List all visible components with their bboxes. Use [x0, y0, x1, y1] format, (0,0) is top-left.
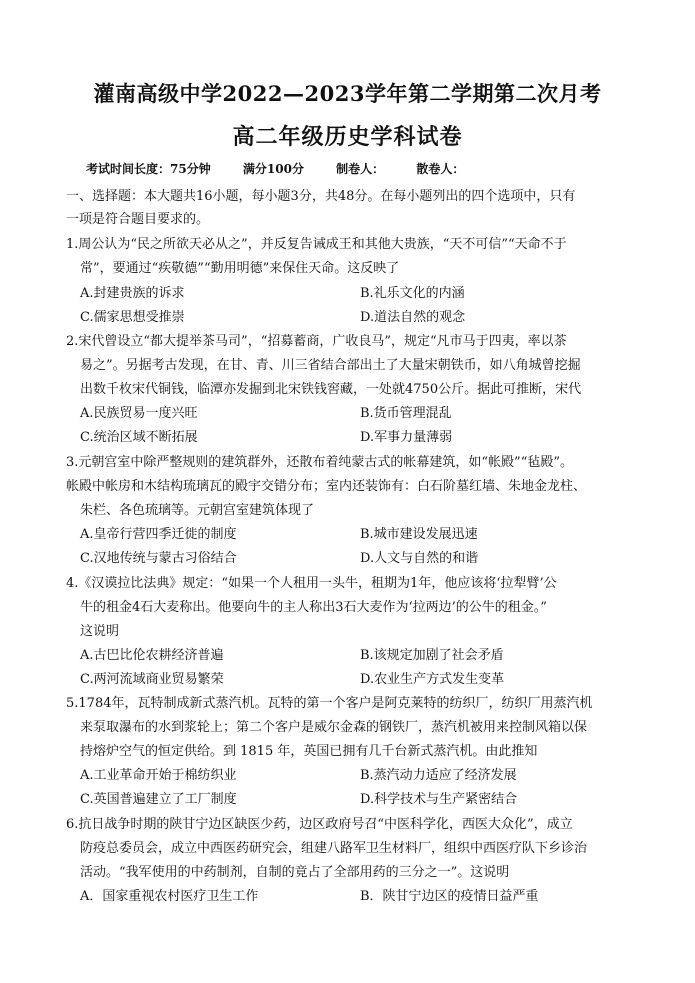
option-c: C.两河流域商业贸易繁荣	[80, 672, 224, 687]
question-text: 4.《汉谟拉比法典》规定：“如果一个人租用一头牛，租期为1年，他应该将‘拉犁臂’公	[66, 576, 557, 591]
question-text: 3.元朝宫室中除严整规则的建筑群外，还散布着纯蒙古式的帐幕建筑，如“帐殿”“毡殿”。	[66, 455, 573, 470]
option-a: A.工业革命开始于棉纺织业	[80, 768, 237, 783]
exam-title: 灌南高级中学2022—2023学年第二学期第二次月考	[93, 81, 602, 106]
question-text: 出数千枚宋代铜钱，临潭亦发掘到北宋铁钱窖藏，一处就4750公斤。据此可推断，宋代	[80, 382, 582, 397]
option-b: B．陕甘宁边区的疫情日益严重	[360, 889, 539, 904]
question-text: 防疫总委员会，成立中西医药研究会，组建八路军卫生材料厂，组织中西医疗队下乡诊治	[80, 841, 588, 856]
option-d: D.道法自然的观念	[360, 310, 466, 325]
question-text: 1.周公认为“民之所欲天必从之”，并反复告诫成王和其他大贵族，“天不可信”“天命不于	[66, 237, 567, 252]
option-b: B.城市建设发展迅速	[360, 527, 478, 542]
option-c: C.汉地传统与蒙古习俗结合	[80, 551, 237, 566]
question-text: 帐殿中帐房和木结构琉璃瓦的殿宇交错分布；室内还装饰有：白石阶墓红墙、朱地金龙柱、	[66, 479, 587, 494]
option-a: A.皇帝行营四季迁徙的制度	[80, 527, 237, 542]
question-text: 5.1784年，瓦特制成新式蒸汽机。瓦特的第一个客户是阿克莱特的纺织厂，纺织厂用蒸汽机	[66, 696, 593, 711]
question-text: 来泵取瀑布的水到浆轮上；第二个客户是威尔金森的钢铁厂，蒸汽机被用来控制风箱以保	[80, 720, 588, 735]
option-c: C.英国普遍建立了工厂制度	[80, 792, 237, 807]
question-text: 6.抗日战争时期的陕甘宁边区缺医少药，边区政府号召“中医科学化，西医大众化”，成立	[66, 817, 573, 832]
option-b: B.礼乐文化的内涵	[360, 286, 465, 301]
maker-label: 制卷人：	[336, 162, 385, 176]
exam-info	[86, 160, 492, 177]
option-d: D.农业生产方式发生变革	[360, 672, 505, 687]
question-text: 朱栏、各色琉璃等。元朝宫室建筑体现了	[80, 503, 315, 518]
question-text: 2.宋代曾设立“都大提举茶马司”，“招募蓄商，广收良马”，规定“凡市马于四夷，率以茶	[66, 334, 567, 349]
question-text: 持熔炉空气的恒定供给。到 1815 年，英国已拥有几千台新式蒸汽机。由此推知	[80, 744, 538, 759]
question-text: 这说明	[80, 624, 120, 639]
option-c: C.儒家思想受推崇	[80, 310, 185, 325]
question-text: 常”，要通过“疾敬德”“勤用明德”来保住天命。这反映了	[80, 261, 400, 276]
exam-time: 考试时间长度：75分钟	[86, 162, 211, 176]
section-instruction: 一项是符合题目要求的。	[66, 212, 210, 227]
option-d: D.人文与自然的和谐	[360, 551, 479, 566]
option-c: C.统治区域不断拓展	[80, 430, 198, 445]
question-text: 易之”。另据考古发现，在甘、青、川三省结合部出土了大量宋朝铁币，如八角城曾挖掘	[80, 358, 581, 373]
option-a: A.封建贵族的诉求	[80, 286, 185, 301]
option-a: A．国家重视农村医疗卫生工作	[80, 889, 259, 904]
question-text: 牛的租金4石大麦称出。他要向牛的主人称出3石大麦作为‘拉两边’的公牛的租金。”	[80, 600, 547, 615]
option-b: B.货币管理混乱	[360, 406, 452, 421]
option-a: A.民族贸易一度兴旺	[80, 406, 198, 421]
full-score: 满分100分	[242, 162, 304, 176]
option-b: B.该规定加剧了社会矛盾	[360, 648, 504, 663]
option-b: B.蒸汽动力适应了经济发展	[360, 768, 517, 783]
section-instruction: 一、选择题：本大题共16小题，每小题3分，共48分。在每小题列出的四个选项中，只有	[66, 189, 576, 204]
question-text: 活动。“我军使用的中药制剂，自制的竟占了全部用药的三分之一”。这说明	[80, 865, 510, 880]
option-d: D.科学技术与生产紧密结合	[360, 792, 518, 807]
exam-subtitle: 高二年级历史学科试卷	[232, 124, 463, 150]
option-d: D.军事力量薄弱	[360, 430, 453, 445]
reviewer-label: 散卷人：	[416, 162, 465, 176]
option-a: A.古巴比伦农耕经济普遍	[80, 648, 224, 663]
